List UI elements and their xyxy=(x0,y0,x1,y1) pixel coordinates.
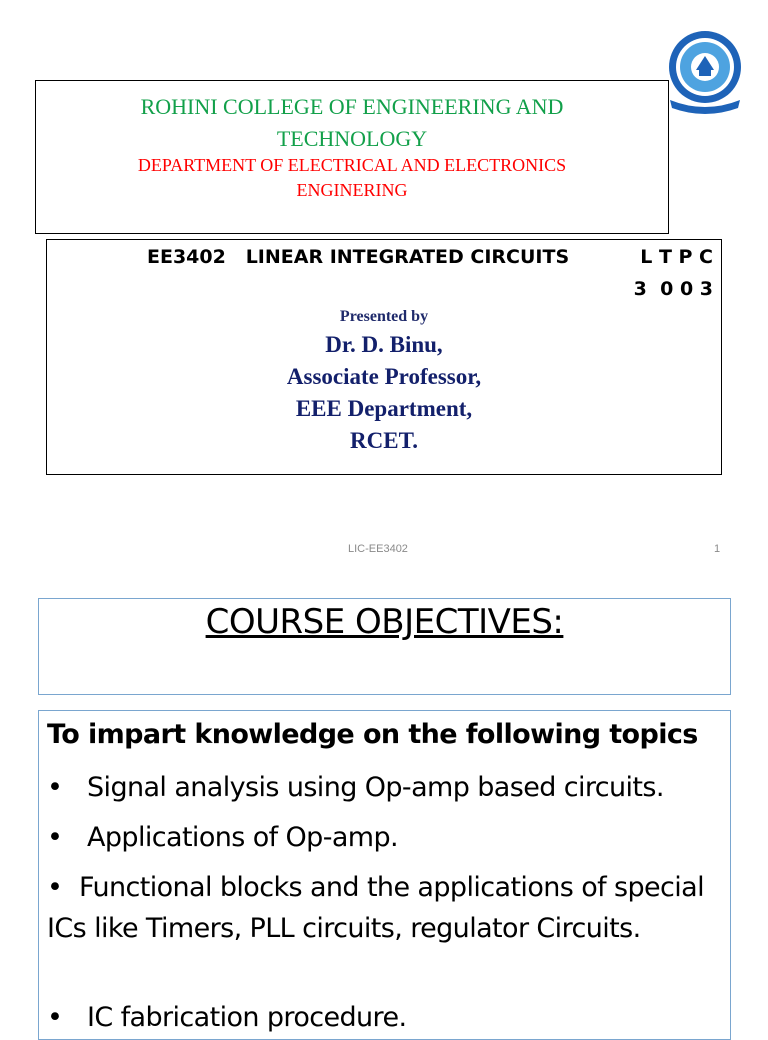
bullet-icon: • xyxy=(47,872,63,903)
college-name-line1: ROHINI COLLEGE OF ENGINEERING AND xyxy=(140,94,564,119)
presenter-institution: RCET. xyxy=(350,428,418,453)
course-title xyxy=(147,246,569,268)
objectives-title-box xyxy=(38,598,731,695)
presented-by-label: Presented by xyxy=(339,308,429,325)
objectives-list-box xyxy=(38,710,731,1040)
course-code: EE3402 xyxy=(147,246,226,268)
slide-footer-label: LIC-EE3402 xyxy=(348,543,408,555)
list-item xyxy=(47,867,723,949)
bullet-icon: • xyxy=(47,822,63,853)
department-line2: ENGINERING xyxy=(296,180,408,200)
bullet-icon: • xyxy=(47,1002,63,1033)
slide-page-number: 1 xyxy=(714,543,721,555)
department-line1: DEPARTMENT OF ELECTRICAL AND ELECTRONICS xyxy=(137,155,567,175)
bullet-icon: • xyxy=(47,772,63,803)
list-item-text: Functional blocks and the applications of special ICs like Timers, PLL circuits, regulator Circuits. xyxy=(47,872,705,944)
presenter-department: EEE Department, xyxy=(295,396,473,421)
ltpc-values: 3 0 0 3 xyxy=(633,278,713,300)
course-info-box xyxy=(46,239,722,475)
college-seal-icon xyxy=(666,30,744,118)
list-item-text: Signal analysis using Op-amp based circuits. xyxy=(87,772,664,803)
ltpc-label: L T P C xyxy=(640,246,713,268)
college-name xyxy=(36,91,668,155)
presenter-designation: Associate Professor, xyxy=(286,364,482,389)
list-item xyxy=(47,997,723,1038)
objectives-title: COURSE OBJECTIVES: xyxy=(205,602,564,642)
college-header-box xyxy=(35,80,669,234)
course-name: LINEAR INTEGRATED CIRCUITS xyxy=(245,246,570,268)
department-name xyxy=(36,153,668,203)
list-item-text: Applications of Op-amp. xyxy=(87,822,399,853)
list-item-text: IC fabrication procedure. xyxy=(87,1002,407,1033)
college-name-line2: TECHNOLOGY xyxy=(276,126,428,151)
presenter-name: Dr. D. Binu, xyxy=(325,332,443,357)
list-item xyxy=(47,767,723,808)
objectives-intro: To impart knowledge on the following topics xyxy=(47,719,698,750)
list-item xyxy=(47,817,723,858)
